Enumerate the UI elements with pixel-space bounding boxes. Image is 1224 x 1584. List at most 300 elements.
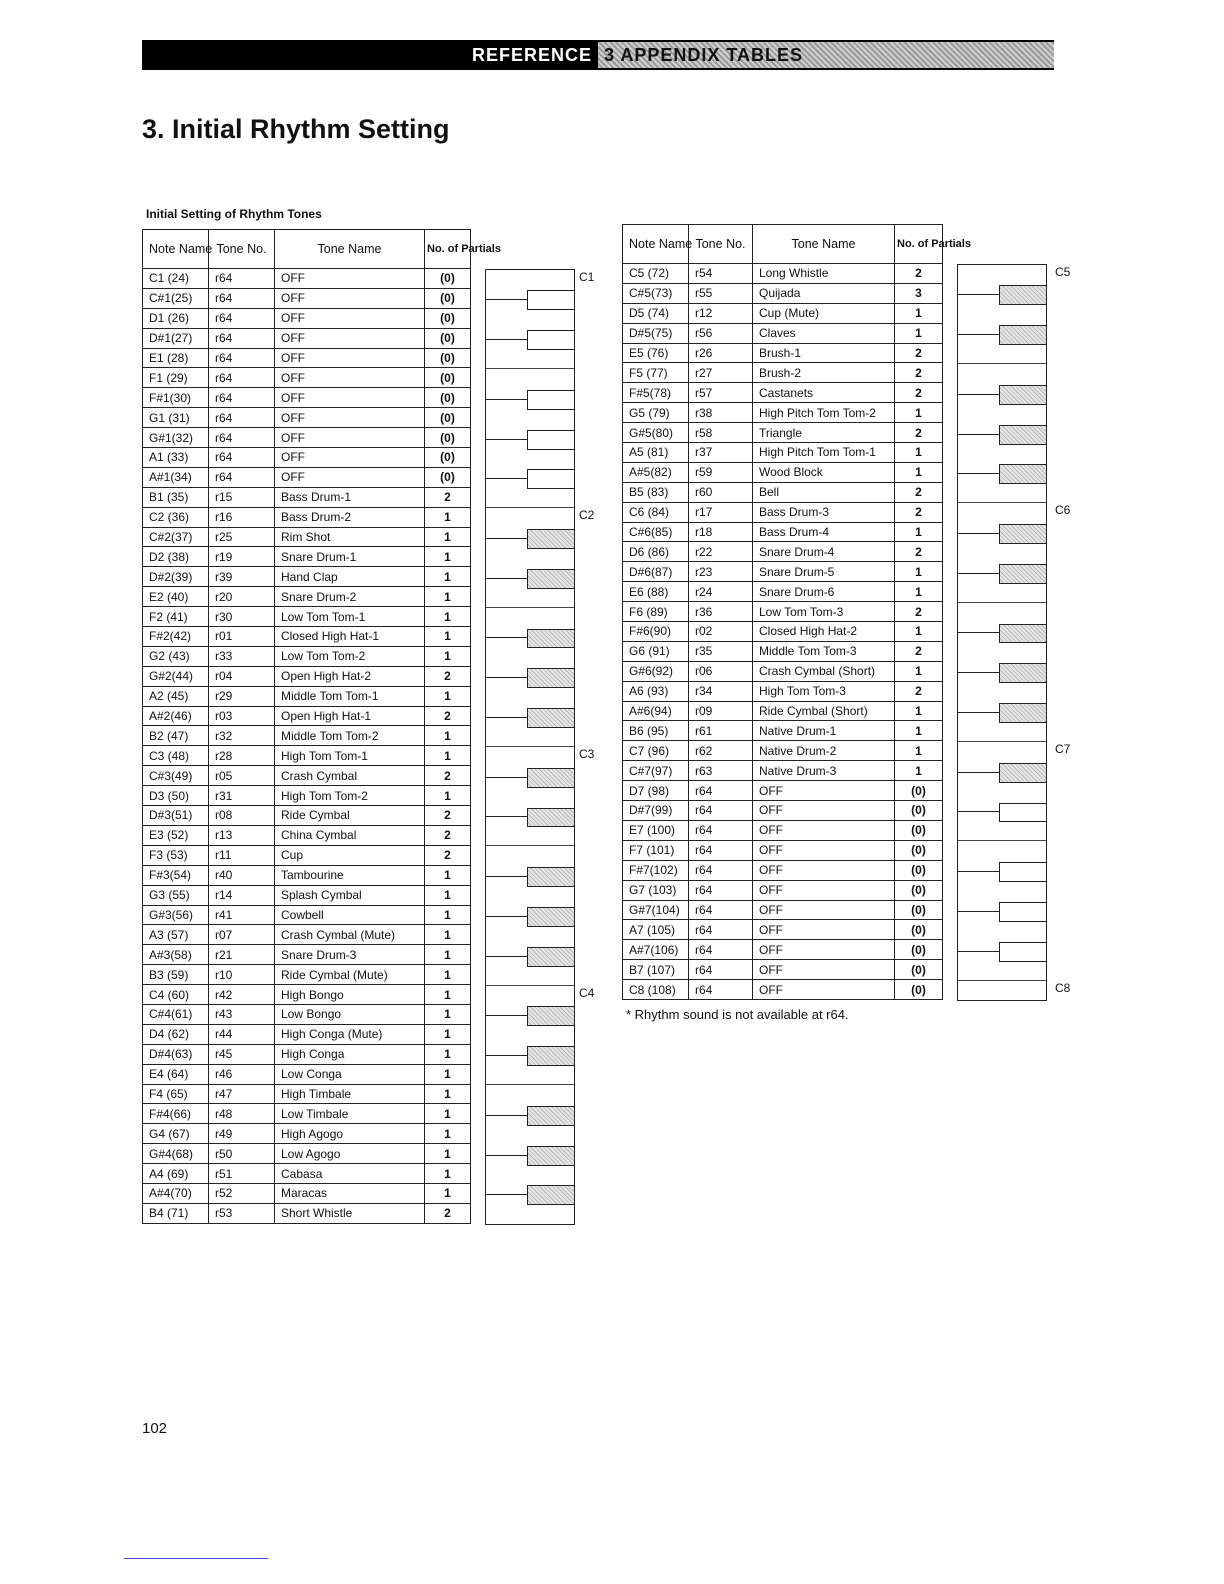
col-partials: No. of Partials bbox=[425, 230, 471, 269]
partials-cell: 1 bbox=[425, 945, 471, 965]
key-divider bbox=[486, 578, 528, 579]
partials-cell: 1 bbox=[425, 865, 471, 885]
black-key bbox=[999, 385, 1047, 405]
table-row bbox=[623, 562, 943, 582]
table-row bbox=[623, 542, 943, 562]
table-row bbox=[623, 582, 943, 602]
note-name-cell: C#6(85) bbox=[623, 522, 689, 542]
tone-name-cell: High Pitch Tom Tom-1 bbox=[753, 443, 895, 463]
note-name-cell: F#2(42) bbox=[143, 627, 209, 647]
table-row bbox=[143, 587, 471, 607]
white-key-divider bbox=[958, 363, 1046, 364]
note-name-cell: G#7(104) bbox=[623, 900, 689, 920]
tone-no-cell: r12 bbox=[689, 303, 753, 323]
partials-cell: 2 bbox=[895, 681, 943, 701]
table-row bbox=[623, 840, 943, 860]
tone-no-cell: r04 bbox=[209, 666, 275, 686]
note-name-cell: C#1(25) bbox=[143, 288, 209, 308]
table-row bbox=[143, 845, 471, 865]
tone-name-cell: Native Drum-3 bbox=[753, 761, 895, 781]
tone-name-cell: OFF bbox=[753, 860, 895, 880]
tone-no-cell: r35 bbox=[689, 641, 753, 661]
tone-name-cell: Closed High Hat-2 bbox=[753, 622, 895, 642]
tone-name-cell: Ride Cymbal (Short) bbox=[753, 701, 895, 721]
note-name-cell: C6 (84) bbox=[623, 502, 689, 522]
partials-cell: 1 bbox=[895, 323, 943, 343]
key-divider bbox=[958, 772, 1000, 773]
tone-no-cell: r54 bbox=[689, 264, 753, 284]
partials-cell: 1 bbox=[895, 443, 943, 463]
tone-name-cell: High Tom Tom-3 bbox=[753, 681, 895, 701]
header-chapter: 3 APPENDIX TABLES bbox=[598, 42, 1054, 68]
col-partials: No. of Partials bbox=[895, 225, 943, 264]
table-row bbox=[143, 885, 471, 905]
table-row bbox=[143, 646, 471, 666]
partials-cell: 1 bbox=[425, 1104, 471, 1124]
partials-cell: (0) bbox=[895, 960, 943, 980]
black-key bbox=[527, 768, 575, 788]
tone-no-cell: r18 bbox=[689, 522, 753, 542]
tone-no-cell: r59 bbox=[689, 462, 753, 482]
note-name-cell: A#7(106) bbox=[623, 940, 689, 960]
note-name-cell: A4 (69) bbox=[143, 1164, 209, 1184]
partials-cell: 1 bbox=[425, 746, 471, 766]
tone-name-cell: Native Drum-1 bbox=[753, 721, 895, 741]
tone-name-cell: Ride Cymbal bbox=[275, 806, 425, 826]
white-key-divider bbox=[958, 980, 1046, 981]
tone-no-cell: r42 bbox=[209, 985, 275, 1005]
tone-no-cell: r08 bbox=[209, 806, 275, 826]
key-divider bbox=[958, 712, 1000, 713]
tone-no-cell: r64 bbox=[209, 428, 275, 448]
tone-no-cell: r64 bbox=[689, 900, 753, 920]
tone-name-cell: Brush-2 bbox=[753, 363, 895, 383]
table-row bbox=[623, 502, 943, 522]
partials-cell: 1 bbox=[425, 547, 471, 567]
tone-no-cell: r58 bbox=[689, 423, 753, 443]
tone-no-cell: r55 bbox=[689, 283, 753, 303]
table-row bbox=[143, 368, 471, 388]
note-name-cell: A#1(34) bbox=[143, 467, 209, 487]
note-name-cell: F#5(78) bbox=[623, 383, 689, 403]
octave-label: C8 bbox=[1055, 980, 1071, 995]
black-key bbox=[999, 564, 1047, 584]
note-name-cell: C4 (60) bbox=[143, 985, 209, 1005]
note-name-cell: G7 (103) bbox=[623, 880, 689, 900]
black-key bbox=[527, 469, 575, 489]
table-row bbox=[623, 980, 943, 1000]
key-divider bbox=[958, 951, 1000, 952]
key-divider bbox=[486, 956, 528, 957]
black-key bbox=[999, 464, 1047, 484]
tone-no-cell: r57 bbox=[689, 383, 753, 403]
tone-name-cell: Rim Shot bbox=[275, 527, 425, 547]
black-key bbox=[999, 862, 1047, 882]
tone-name-cell: Splash Cymbal bbox=[275, 885, 425, 905]
partials-cell: (0) bbox=[425, 348, 471, 368]
note-name-cell: G#1(32) bbox=[143, 428, 209, 448]
tone-no-cell: r28 bbox=[209, 746, 275, 766]
tone-no-cell: r37 bbox=[689, 443, 753, 463]
note-name-cell: A#6(94) bbox=[623, 701, 689, 721]
note-name-cell: G#6(92) bbox=[623, 661, 689, 681]
tone-name-cell: Bell bbox=[753, 482, 895, 502]
note-name-cell: G4 (67) bbox=[143, 1124, 209, 1144]
tone-no-cell: r09 bbox=[689, 701, 753, 721]
key-divider bbox=[486, 1015, 528, 1016]
tone-no-cell: r64 bbox=[209, 448, 275, 468]
tone-name-cell: OFF bbox=[753, 940, 895, 960]
partials-cell: 1 bbox=[895, 721, 943, 741]
tone-name-cell: OFF bbox=[753, 960, 895, 980]
note-name-cell: E3 (52) bbox=[143, 825, 209, 845]
note-name-cell: G#4(68) bbox=[143, 1144, 209, 1164]
tone-no-cell: r16 bbox=[209, 507, 275, 527]
partials-cell: (0) bbox=[425, 288, 471, 308]
tone-name-cell: Quijada bbox=[753, 283, 895, 303]
tone-name-cell: High Pitch Tom Tom-2 bbox=[753, 403, 895, 423]
note-name-cell: B1 (35) bbox=[143, 487, 209, 507]
note-name-cell: G6 (91) bbox=[623, 641, 689, 661]
table-row bbox=[143, 348, 471, 368]
table-row bbox=[143, 567, 471, 587]
tone-no-cell: r41 bbox=[209, 905, 275, 925]
tone-name-cell: Low Conga bbox=[275, 1064, 425, 1084]
note-name-cell: D5 (74) bbox=[623, 303, 689, 323]
note-name-cell: E5 (76) bbox=[623, 343, 689, 363]
note-name-cell: F4 (65) bbox=[143, 1084, 209, 1104]
table-row bbox=[623, 900, 943, 920]
tone-no-cell: r36 bbox=[689, 602, 753, 622]
col-tone-no: Tone No. bbox=[209, 230, 275, 269]
tone-no-cell: r64 bbox=[689, 960, 753, 980]
tone-name-cell: High Conga bbox=[275, 1044, 425, 1064]
key-divider bbox=[486, 1194, 528, 1195]
white-key-divider bbox=[486, 985, 574, 986]
tone-no-cell: r64 bbox=[209, 328, 275, 348]
col-tone-no: Tone No. bbox=[689, 225, 753, 264]
note-name-cell: B4 (71) bbox=[143, 1203, 209, 1223]
black-key bbox=[527, 947, 575, 967]
tone-no-cell: r13 bbox=[209, 825, 275, 845]
black-key bbox=[527, 668, 575, 688]
black-key bbox=[999, 663, 1047, 683]
note-name-cell: D3 (50) bbox=[143, 786, 209, 806]
bottom-rule bbox=[124, 1558, 268, 1559]
table-row bbox=[623, 960, 943, 980]
key-divider bbox=[486, 717, 528, 718]
partials-cell: 1 bbox=[425, 786, 471, 806]
tone-name-cell: Snare Drum-6 bbox=[753, 582, 895, 602]
table-row bbox=[623, 522, 943, 542]
black-key bbox=[527, 629, 575, 649]
partials-cell: 1 bbox=[895, 462, 943, 482]
note-name-cell: D1 (26) bbox=[143, 308, 209, 328]
table-row bbox=[143, 965, 471, 985]
note-name-cell: C#3(49) bbox=[143, 766, 209, 786]
table-row bbox=[143, 905, 471, 925]
black-key bbox=[999, 902, 1047, 922]
table-row bbox=[623, 283, 943, 303]
note-name-cell: G2 (43) bbox=[143, 646, 209, 666]
black-key bbox=[527, 1185, 575, 1205]
partials-cell: 1 bbox=[895, 522, 943, 542]
partials-cell: (0) bbox=[425, 328, 471, 348]
table-row bbox=[623, 403, 943, 423]
partials-cell: 2 bbox=[895, 363, 943, 383]
table-row bbox=[143, 666, 471, 686]
partials-cell: 1 bbox=[425, 985, 471, 1005]
note-name-cell: A2 (45) bbox=[143, 686, 209, 706]
note-name-cell: D2 (38) bbox=[143, 547, 209, 567]
tone-name-cell: Cabasa bbox=[275, 1164, 425, 1184]
tone-name-cell: Crash Cymbal (Short) bbox=[753, 661, 895, 681]
key-divider bbox=[958, 394, 1000, 395]
note-name-cell: C3 (48) bbox=[143, 746, 209, 766]
note-name-cell: F5 (77) bbox=[623, 363, 689, 383]
octave-label: C4 bbox=[579, 985, 595, 1000]
octave-label: C5 bbox=[1055, 264, 1071, 279]
table-row bbox=[623, 661, 943, 681]
table-row bbox=[143, 806, 471, 826]
note-name-cell: E7 (100) bbox=[623, 820, 689, 840]
tone-no-cell: r40 bbox=[209, 865, 275, 885]
key-divider bbox=[486, 777, 528, 778]
tone-name-cell: Short Whistle bbox=[275, 1203, 425, 1223]
key-divider bbox=[958, 294, 1000, 295]
table-row bbox=[623, 443, 943, 463]
table-row bbox=[623, 940, 943, 960]
tone-name-cell: OFF bbox=[753, 801, 895, 821]
partials-cell: (0) bbox=[425, 408, 471, 428]
tone-name-cell: OFF bbox=[753, 920, 895, 940]
partials-cell: 2 bbox=[425, 766, 471, 786]
tone-no-cell: r64 bbox=[689, 920, 753, 940]
partials-cell: 2 bbox=[425, 806, 471, 826]
key-divider bbox=[486, 1155, 528, 1156]
tone-name-cell: OFF bbox=[275, 269, 425, 289]
black-key bbox=[999, 325, 1047, 345]
rhythm-table-right bbox=[622, 224, 971, 1000]
black-key bbox=[527, 708, 575, 728]
partials-cell: (0) bbox=[425, 428, 471, 448]
black-key bbox=[999, 763, 1047, 783]
tone-no-cell: r14 bbox=[209, 885, 275, 905]
partials-cell: 2 bbox=[425, 487, 471, 507]
partials-cell: 1 bbox=[425, 1144, 471, 1164]
tone-name-cell: Wood Block bbox=[753, 462, 895, 482]
tone-no-cell: r44 bbox=[209, 1024, 275, 1044]
black-key bbox=[999, 942, 1047, 962]
partials-cell: (0) bbox=[425, 388, 471, 408]
partials-cell: (0) bbox=[895, 900, 943, 920]
tone-name-cell: Cup (Mute) bbox=[753, 303, 895, 323]
note-name-cell: A#4(70) bbox=[143, 1183, 209, 1203]
table-row bbox=[143, 1064, 471, 1084]
partials-cell: (0) bbox=[895, 801, 943, 821]
tone-no-cell: r25 bbox=[209, 527, 275, 547]
key-divider bbox=[486, 478, 528, 479]
note-name-cell: D#1(27) bbox=[143, 328, 209, 348]
table-row bbox=[143, 1144, 471, 1164]
tone-no-cell: r48 bbox=[209, 1104, 275, 1124]
black-key bbox=[999, 803, 1047, 823]
note-name-cell: F#4(66) bbox=[143, 1104, 209, 1124]
tone-no-cell: r45 bbox=[209, 1044, 275, 1064]
tone-no-cell: r03 bbox=[209, 706, 275, 726]
partials-cell: 1 bbox=[895, 582, 943, 602]
key-divider bbox=[958, 473, 1000, 474]
note-name-cell: D#6(87) bbox=[623, 562, 689, 582]
tone-name-cell: Tambourine bbox=[275, 865, 425, 885]
tone-name-cell: OFF bbox=[275, 388, 425, 408]
key-divider bbox=[486, 1055, 528, 1056]
tone-name-cell: OFF bbox=[753, 980, 895, 1000]
tone-name-cell: Bass Drum-1 bbox=[275, 487, 425, 507]
note-name-cell: C#4(61) bbox=[143, 1004, 209, 1024]
tone-no-cell: r32 bbox=[209, 726, 275, 746]
partials-cell: (0) bbox=[895, 980, 943, 1000]
partials-cell: 2 bbox=[895, 423, 943, 443]
partials-cell: 1 bbox=[895, 661, 943, 681]
note-name-cell: G3 (55) bbox=[143, 885, 209, 905]
note-name-cell: A1 (33) bbox=[143, 448, 209, 468]
note-name-cell: A6 (93) bbox=[623, 681, 689, 701]
tone-name-cell: High Tom Tom-2 bbox=[275, 786, 425, 806]
key-divider bbox=[486, 637, 528, 638]
partials-cell: 1 bbox=[425, 507, 471, 527]
tone-no-cell: r64 bbox=[209, 308, 275, 328]
tone-name-cell: High Timbale bbox=[275, 1084, 425, 1104]
tone-no-cell: r63 bbox=[689, 761, 753, 781]
tone-name-cell: High Conga (Mute) bbox=[275, 1024, 425, 1044]
tone-no-cell: r53 bbox=[209, 1203, 275, 1223]
tone-name-cell: Low Tom Tom-3 bbox=[753, 602, 895, 622]
col-note-name: Note Name bbox=[143, 230, 209, 269]
partials-cell: 2 bbox=[895, 542, 943, 562]
table-row bbox=[623, 820, 943, 840]
note-name-cell: C#7(97) bbox=[623, 761, 689, 781]
partials-cell: 3 bbox=[895, 283, 943, 303]
page-title: 3. Initial Rhythm Setting bbox=[142, 114, 450, 144]
table-row bbox=[623, 681, 943, 701]
partials-cell: (0) bbox=[425, 368, 471, 388]
tone-name-cell: OFF bbox=[275, 368, 425, 388]
tone-no-cell: r64 bbox=[209, 467, 275, 487]
partials-cell: 1 bbox=[425, 686, 471, 706]
partials-cell: 2 bbox=[425, 825, 471, 845]
table-row bbox=[143, 288, 471, 308]
key-divider bbox=[958, 434, 1000, 435]
white-key-divider bbox=[958, 602, 1046, 603]
tone-name-cell: High Agogo bbox=[275, 1124, 425, 1144]
tone-name-cell: OFF bbox=[753, 820, 895, 840]
tone-name-cell: Low Tom Tom-2 bbox=[275, 646, 425, 666]
partials-cell: (0) bbox=[425, 308, 471, 328]
octave-label: C2 bbox=[579, 508, 595, 523]
key-divider bbox=[486, 339, 528, 340]
tone-no-cell: r46 bbox=[209, 1064, 275, 1084]
table-row bbox=[623, 343, 943, 363]
key-divider bbox=[486, 299, 528, 300]
table-row bbox=[143, 746, 471, 766]
table-row bbox=[143, 1124, 471, 1144]
partials-cell: (0) bbox=[895, 860, 943, 880]
table-row bbox=[143, 865, 471, 885]
tone-no-cell: r26 bbox=[689, 343, 753, 363]
tone-name-cell: Snare Drum-1 bbox=[275, 547, 425, 567]
note-name-cell: D7 (98) bbox=[623, 781, 689, 801]
tone-name-cell: Claves bbox=[753, 323, 895, 343]
partials-cell: 2 bbox=[425, 1203, 471, 1223]
tone-name-cell: OFF bbox=[753, 880, 895, 900]
key-divider bbox=[958, 672, 1000, 673]
note-name-cell: B7 (107) bbox=[623, 960, 689, 980]
tone-no-cell: r24 bbox=[689, 582, 753, 602]
table-row bbox=[143, 388, 471, 408]
table-row bbox=[623, 482, 943, 502]
table-row bbox=[143, 1044, 471, 1064]
table-row bbox=[143, 308, 471, 328]
tone-name-cell: Triangle bbox=[753, 423, 895, 443]
table-row bbox=[143, 1024, 471, 1044]
tone-no-cell: r47 bbox=[209, 1084, 275, 1104]
tone-no-cell: r64 bbox=[209, 408, 275, 428]
partials-cell: 2 bbox=[895, 602, 943, 622]
footnote: * Rhythm sound is not available at r64. bbox=[626, 1007, 849, 1022]
partials-cell: 1 bbox=[425, 567, 471, 587]
partials-cell: 1 bbox=[895, 403, 943, 423]
table-row bbox=[143, 1104, 471, 1124]
white-key-divider bbox=[486, 1084, 574, 1085]
black-key bbox=[999, 624, 1047, 644]
note-name-cell: F#1(30) bbox=[143, 388, 209, 408]
partials-cell: 1 bbox=[425, 627, 471, 647]
key-divider bbox=[486, 677, 528, 678]
table-row bbox=[143, 527, 471, 547]
note-name-cell: E2 (40) bbox=[143, 587, 209, 607]
note-name-cell: G#3(56) bbox=[143, 905, 209, 925]
tone-name-cell: Snare Drum-4 bbox=[753, 542, 895, 562]
black-key bbox=[527, 330, 575, 350]
note-name-cell: D#3(51) bbox=[143, 806, 209, 826]
tone-name-cell: OFF bbox=[275, 467, 425, 487]
tone-no-cell: r64 bbox=[689, 820, 753, 840]
tone-no-cell: r64 bbox=[209, 288, 275, 308]
partials-cell: 1 bbox=[895, 303, 943, 323]
tone-no-cell: r31 bbox=[209, 786, 275, 806]
tone-no-cell: r29 bbox=[209, 686, 275, 706]
tone-name-cell: Crash Cymbal (Mute) bbox=[275, 925, 425, 945]
key-divider bbox=[958, 811, 1000, 812]
tone-no-cell: r30 bbox=[209, 607, 275, 627]
table-row bbox=[143, 1203, 471, 1223]
partials-cell: 1 bbox=[895, 741, 943, 761]
partials-cell: 1 bbox=[895, 562, 943, 582]
black-key bbox=[999, 703, 1047, 723]
partials-cell: (0) bbox=[895, 940, 943, 960]
table-row bbox=[623, 363, 943, 383]
key-divider bbox=[486, 916, 528, 917]
partials-cell: 1 bbox=[425, 1004, 471, 1024]
tone-no-cell: r64 bbox=[689, 940, 753, 960]
partials-cell: 1 bbox=[425, 925, 471, 945]
partials-cell: 1 bbox=[425, 1024, 471, 1044]
table-row bbox=[623, 860, 943, 880]
octave-label: C7 bbox=[1055, 741, 1071, 756]
tone-no-cell: r64 bbox=[689, 801, 753, 821]
table-row bbox=[143, 467, 471, 487]
